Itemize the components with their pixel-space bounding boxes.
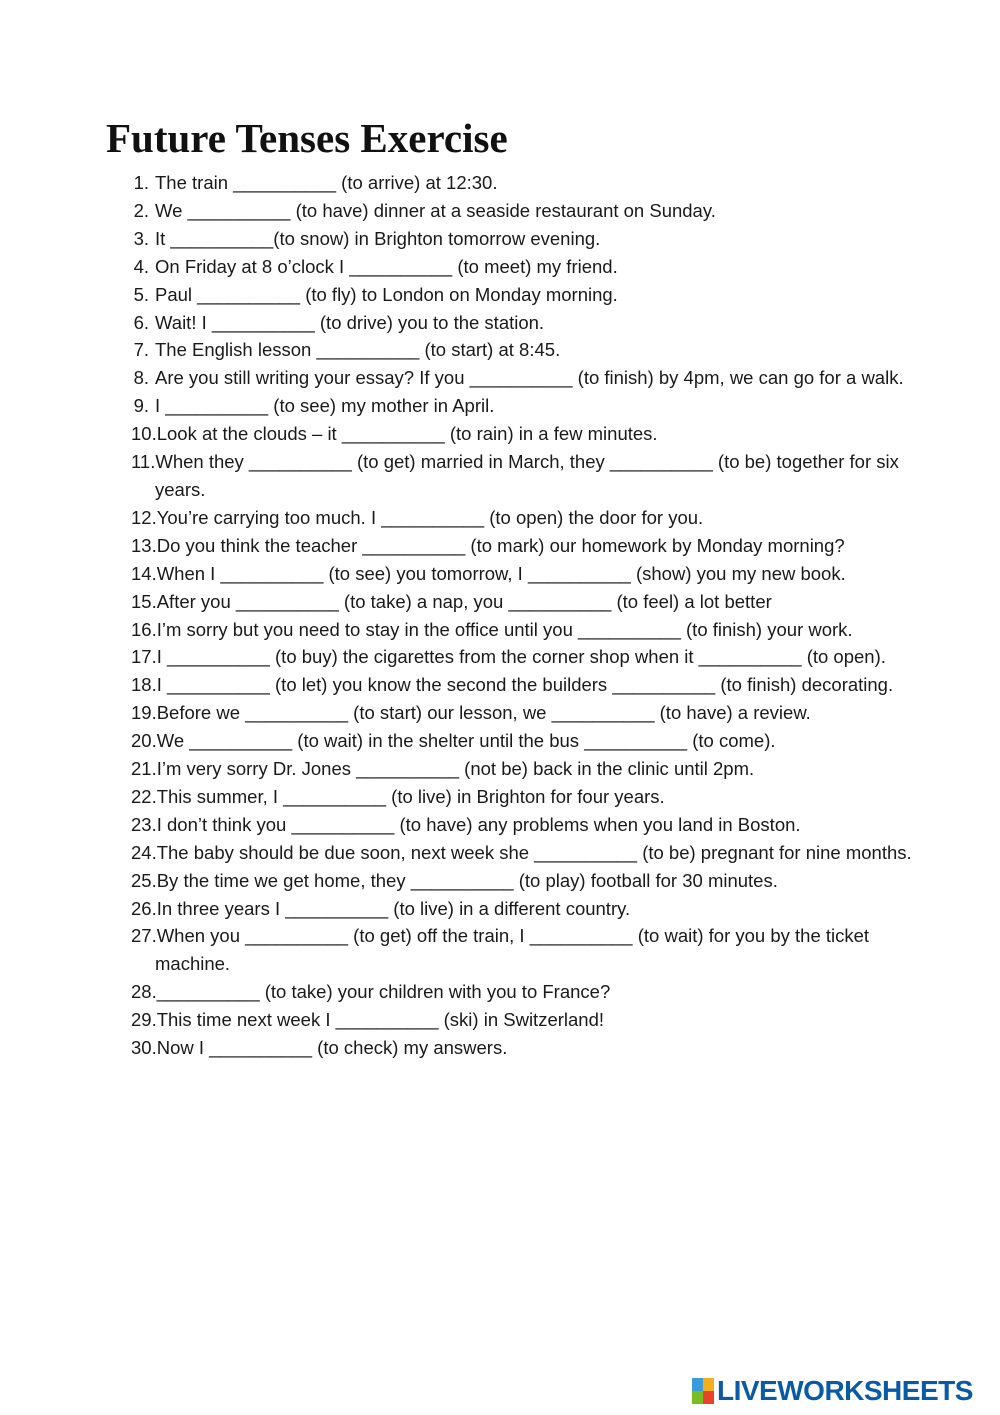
- item-number: 22.: [131, 785, 157, 807]
- item-text: Wait! I __________ (to drive) you to the station.: [155, 311, 545, 333]
- exercise-item: [0, 448, 1000, 504]
- item-number: 3.: [133, 227, 149, 249]
- exercise-item: [0, 336, 1000, 364]
- item-text: When you __________ (to get) off the train, I __________ (to wait) for you by the ticket machine.: [155, 925, 870, 975]
- item-number: 2.: [133, 199, 149, 221]
- exercise-item: [0, 309, 1000, 337]
- item-text: Are you still writing your essay? If you __________ (to finish) by 4pm, we can go for a walk.: [155, 367, 904, 389]
- item-number: 5.: [133, 283, 149, 305]
- item-number: 29.: [131, 1009, 157, 1031]
- item-number: 12.: [131, 506, 157, 528]
- exercise-item: [0, 867, 1000, 895]
- item-number: 9.: [133, 395, 149, 417]
- item-number: 16.: [131, 618, 157, 640]
- exercise-list: [0, 169, 1000, 1062]
- item-text: After you __________ (to take) a nap, you __________ (to feel) a lot better: [156, 590, 772, 612]
- item-text: I __________ (to let) you know the second the builders __________ (to finish) decorating.: [156, 674, 894, 696]
- exercise-item: [0, 643, 1000, 671]
- item-text: On Friday at 8 o’clock I __________ (to meet) my friend.: [155, 255, 618, 277]
- exercise-item: [0, 811, 1000, 839]
- exercise-item: [0, 671, 1000, 699]
- item-number: 23.: [131, 813, 157, 835]
- exercise-item: [0, 978, 1000, 1006]
- item-number: 18.: [131, 674, 157, 696]
- exercise-item: [0, 727, 1000, 755]
- item-text: It __________(to snow) in Brighton tomorrow evening.: [155, 227, 601, 249]
- exercise-item: [0, 504, 1000, 532]
- item-text: When I __________ (to see) you tomorrow, I __________ (show) you my new book.: [156, 562, 846, 584]
- item-number: 24.: [131, 841, 157, 863]
- item-text: You’re carrying too much. I __________ (to open) the door for you.: [156, 506, 704, 528]
- liveworksheets-logo[interactable]: [692, 1376, 973, 1406]
- item-text: Now I __________ (to check) my answers.: [156, 1037, 508, 1059]
- item-text: __________ (to take) your children with you to France?: [156, 981, 611, 1003]
- item-text: I’m very sorry Dr. Jones __________ (not be) back in the clinic until 2pm.: [156, 758, 755, 780]
- exercise-item: [0, 197, 1000, 225]
- item-text: In three years I __________ (to live) in a different country.: [156, 897, 631, 919]
- exercise-item: [0, 225, 1000, 253]
- item-text: The train __________ (to arrive) at 12:30.: [155, 172, 498, 193]
- page-title: Future Tenses Exercise: [106, 115, 508, 161]
- item-number: 4.: [133, 255, 149, 277]
- item-text: I __________ (to see) my mother in April.: [155, 395, 495, 417]
- logo-text: LIVEWORKSHEETS: [717, 1375, 973, 1406]
- exercise-item: [0, 560, 1000, 588]
- exercise-item: [0, 922, 1000, 978]
- item-text: Do you think the teacher __________ (to mark) our homework by Monday morning?: [156, 534, 845, 556]
- liveworksheets-logo-icon: [692, 1378, 714, 1404]
- item-text: The baby should be due soon, next week she __________ (to be) pregnant for nine months.: [156, 841, 912, 863]
- item-text: I __________ (to buy) the cigarettes from the corner shop when it __________ (to open).: [156, 646, 886, 668]
- exercise-item: [0, 532, 1000, 560]
- item-text: Look at the clouds – it __________ (to rain) in a few minutes.: [156, 423, 658, 445]
- exercise-item: [0, 616, 1000, 644]
- item-number: 15.: [131, 590, 157, 612]
- exercise-item: [0, 783, 1000, 811]
- exercise-item: [0, 392, 1000, 420]
- exercise-item: [0, 588, 1000, 616]
- item-number: 26.: [131, 897, 157, 919]
- item-number: 7.: [133, 339, 149, 361]
- item-text: I don’t think you __________ (to have) any problems when you land in Boston.: [156, 813, 801, 835]
- item-number: 30.: [131, 1037, 157, 1059]
- exercise-item: [0, 755, 1000, 783]
- item-text: This time next week I __________ (ski) in Switzerland!: [156, 1009, 605, 1031]
- item-number: 20.: [131, 730, 157, 752]
- item-number: 11.: [131, 451, 156, 473]
- item-number: 19.: [131, 702, 157, 724]
- exercise-item: [0, 169, 1000, 197]
- exercise-item: [0, 420, 1000, 448]
- item-number: 25.: [131, 869, 157, 891]
- item-text: When they __________ (to get) married in March, they __________ (to be) together for six years.: [155, 451, 899, 500]
- item-text: We __________ (to have) dinner at a seaside restaurant on Sunday.: [155, 199, 716, 221]
- item-text: This summer, I __________ (to live) in Brighton for four years.: [156, 785, 665, 807]
- item-number: 27.: [131, 925, 157, 947]
- exercise-item: [0, 281, 1000, 309]
- item-number: 14.: [131, 562, 157, 584]
- item-number: 1.: [133, 172, 149, 193]
- exercise-item: [0, 253, 1000, 281]
- item-number: 6.: [133, 311, 149, 333]
- item-number: 8.: [133, 367, 149, 389]
- item-text: Paul __________ (to fly) to London on Monday morning.: [155, 283, 618, 305]
- item-number: 17.: [131, 646, 157, 668]
- item-text: By the time we get home, they __________ (to play) football for 30 minutes.: [156, 869, 778, 891]
- exercise-item: [0, 895, 1000, 923]
- exercise-item: [0, 364, 1000, 392]
- item-number: 10.: [131, 423, 157, 445]
- exercise-item: [0, 1006, 1000, 1034]
- item-text: The English lesson __________ (to start) at 8:45.: [155, 339, 561, 361]
- item-text: Before we __________ (to start) our lesson, we __________ (to have) a review.: [156, 702, 811, 724]
- exercise-item: [0, 839, 1000, 867]
- item-text: We __________ (to wait) in the shelter until the bus __________ (to come).: [156, 730, 776, 752]
- exercise-item: [0, 699, 1000, 727]
- exercise-item: [0, 1034, 1000, 1062]
- item-number: 21.: [131, 758, 157, 780]
- item-number: 28.: [131, 981, 157, 1003]
- item-text: I’m sorry but you need to stay in the office until you __________ (to finish) your work.: [156, 618, 853, 640]
- item-number: 13.: [131, 534, 157, 556]
